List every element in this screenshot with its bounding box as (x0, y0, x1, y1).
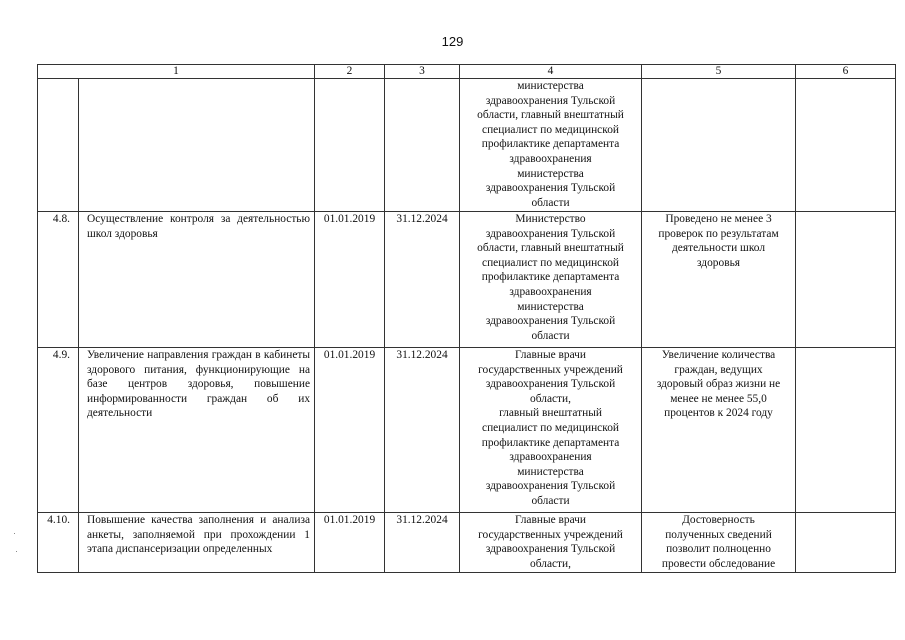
result-line: провести обследование (661, 557, 776, 570)
page-number: 129 (441, 34, 464, 49)
responsible-cell (460, 348, 642, 513)
note-cell (796, 348, 896, 513)
measure-name-text: Осуществление контроля за деятельностью школ здоровья (87, 213, 311, 240)
responsible-line: области, главный внештатный (477, 242, 624, 255)
scan-mark: · (15, 546, 18, 556)
result-line: менее не менее 55,0 (670, 392, 767, 405)
item-number-cell: 4.8. (38, 212, 79, 348)
result-line: Проведено не менее 3 (665, 213, 772, 225)
result-line: деятельности школ (672, 242, 766, 255)
column-header: 1 (38, 65, 315, 79)
table-row (38, 79, 896, 212)
responsible-line: министерства (517, 167, 584, 180)
responsible-line: Главные врачи (515, 349, 587, 361)
end-date-cell (385, 79, 460, 212)
responsible-line: профилактике департамента (481, 138, 620, 151)
responsible-line: специалист по медицинской (482, 421, 619, 434)
responsible-line: здравоохранения Тульской (485, 315, 616, 328)
measure-name-text: Повышение качества заполнения и анализа анкеты, заполняемой при прохождении 1 этапа диспансеризации определенных (87, 514, 311, 556)
start-date-cell: 01.01.2019 (315, 212, 385, 348)
start-date-cell: 01.01.2019 (315, 513, 385, 573)
measure-name-cell (79, 348, 315, 513)
responsible-line: здравоохранения (509, 451, 592, 464)
column-header: 3 (385, 65, 460, 79)
item-number-cell: 4.10. (38, 513, 79, 573)
measure-name-cell (79, 79, 315, 212)
responsible-line: области, (530, 392, 571, 405)
result-line: проверок по результатам (658, 227, 779, 240)
responsible-line: здравоохранения Тульской (485, 227, 616, 240)
responsible-line: здравоохранения Тульской (485, 94, 616, 107)
responsible-line: Главные врачи (515, 514, 587, 526)
responsible-line: специалист по медицинской (482, 123, 619, 136)
result-cell (642, 79, 796, 212)
column-header: 2 (315, 65, 385, 79)
item-number-cell: 4.9. (38, 348, 79, 513)
scan-mark: · (13, 528, 16, 538)
responsible-line: области, главный внештатный (477, 109, 624, 122)
responsible-cell (460, 513, 642, 573)
responsible-line: здравоохранения Тульской (485, 543, 616, 556)
item-number-cell (38, 79, 79, 212)
end-date-cell: 31.12.2024 (385, 348, 460, 513)
result-line: процентов к 2024 году (664, 407, 773, 420)
result-line: полученных сведений (665, 528, 772, 541)
table-row (38, 348, 896, 513)
responsible-line: государственных учреждений (478, 363, 623, 376)
result-cell (642, 513, 796, 573)
column-header: 5 (642, 65, 796, 79)
responsible-line: Министерство (515, 213, 586, 225)
result-line: Увеличение количества (661, 349, 776, 361)
end-date-cell: 31.12.2024 (385, 513, 460, 573)
note-cell (796, 79, 896, 212)
end-date-cell: 31.12.2024 (385, 212, 460, 348)
measure-name-cell (79, 513, 315, 573)
responsible-line: министерства (517, 300, 584, 313)
result-line: позволит полноценно (666, 543, 771, 556)
responsible-line: области, (530, 557, 571, 570)
note-cell (796, 212, 896, 348)
responsible-cell (460, 212, 642, 348)
table-row (38, 513, 896, 573)
responsible-line: области (531, 494, 570, 507)
result-cell (642, 212, 796, 348)
responsible-line: области (531, 329, 570, 342)
result-line: граждан, ведущих (674, 363, 763, 376)
measures-table (37, 64, 896, 573)
measure-name-cell (79, 212, 315, 348)
responsible-cell (460, 79, 642, 212)
responsible-line: специалист по медицинской (482, 256, 619, 269)
responsible-line: здравоохранения (509, 152, 592, 165)
responsible-line: здравоохранения Тульской (485, 480, 616, 493)
responsible-line: главный внештатный (499, 407, 602, 420)
column-header: 6 (796, 65, 896, 79)
result-line: здоровый образ жизни не (656, 378, 781, 391)
responsible-line: профилактике департамента (481, 271, 620, 284)
responsible-line: государственных учреждений (478, 528, 623, 541)
result-cell (642, 348, 796, 513)
note-cell (796, 513, 896, 573)
result-line: Достоверность (682, 514, 755, 526)
responsible-line: здравоохранения Тульской (485, 378, 616, 391)
column-number-row (38, 65, 896, 79)
start-date-cell: 01.01.2019 (315, 348, 385, 513)
table-row (38, 212, 896, 348)
column-header: 4 (460, 65, 642, 79)
start-date-cell (315, 79, 385, 212)
responsible-line: министерства (517, 465, 584, 478)
responsible-line: здравоохранения Тульской (485, 182, 616, 195)
responsible-line: профилактике департамента (481, 436, 620, 449)
responsible-line: области (531, 196, 570, 209)
responsible-line: министерства (517, 80, 584, 92)
responsible-line: здравоохранения (509, 285, 592, 298)
result-line: здоровья (697, 256, 741, 269)
measure-name-text: Увеличение направления граждан в кабинеты здорового питания, функционирующие на базе центров здоровья, повышение информированности граждан об их деятельности (87, 349, 311, 420)
